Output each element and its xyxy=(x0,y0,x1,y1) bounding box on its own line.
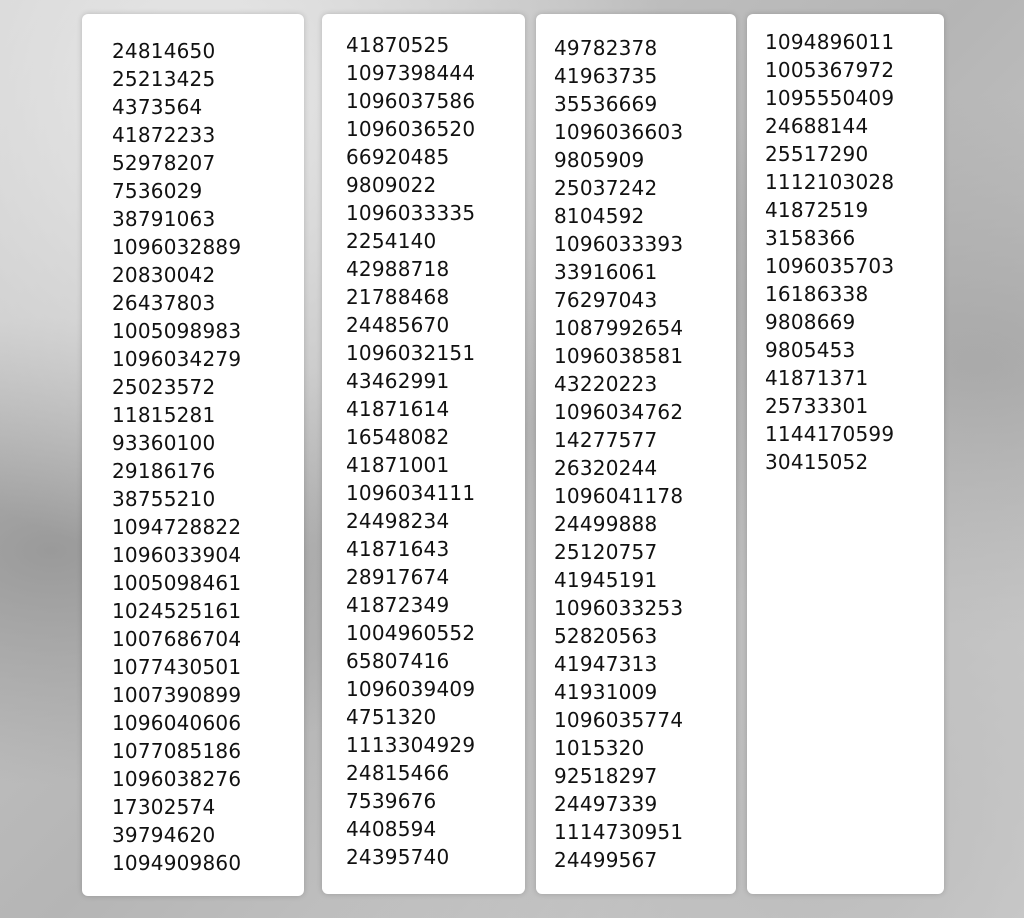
id-number: 52978207 xyxy=(112,151,216,175)
id-number: 1005098983 xyxy=(112,319,242,343)
id-number: 30415052 xyxy=(765,450,869,474)
id-number: 25023572 xyxy=(112,375,216,399)
id-number: 21788468 xyxy=(346,285,450,309)
id-number: 1112103028 xyxy=(765,170,895,194)
id-number: 52820563 xyxy=(554,624,658,648)
id-number: 1096032889 xyxy=(112,235,242,259)
id-number: 1096036603 xyxy=(554,120,684,144)
id-number: 1096035774 xyxy=(554,708,684,732)
id-number: 66920485 xyxy=(346,145,450,169)
id-number: 1005367972 xyxy=(765,58,895,82)
id-number: 1096037586 xyxy=(346,89,476,113)
id-number: 26320244 xyxy=(554,456,658,480)
id-number: 9808669 xyxy=(765,310,856,334)
id-number: 1096036520 xyxy=(346,117,476,141)
id-number: 1096034762 xyxy=(554,400,684,424)
id-number: 24815466 xyxy=(346,761,450,785)
id-number: 1004960552 xyxy=(346,621,476,645)
id-number: 1015320 xyxy=(554,736,645,760)
id-number: 49782378 xyxy=(554,36,658,60)
id-number: 9809022 xyxy=(346,173,437,197)
id-number: 4373564 xyxy=(112,95,203,119)
id-number: 29186176 xyxy=(112,459,216,483)
id-number: 8104592 xyxy=(554,204,645,228)
id-number: 24499888 xyxy=(554,512,658,536)
id-number: 20830042 xyxy=(112,263,216,287)
id-number: 1096040606 xyxy=(112,711,242,735)
id-number: 14277577 xyxy=(554,428,658,452)
id-number: 2254140 xyxy=(346,229,437,253)
id-number: 1096032151 xyxy=(346,341,476,365)
id-number: 41871614 xyxy=(346,397,450,421)
id-number: 1087992654 xyxy=(554,316,684,340)
id-number: 92518297 xyxy=(554,764,658,788)
id-number: 25733301 xyxy=(765,394,869,418)
id-number: 3158366 xyxy=(765,226,856,250)
id-number: 41870525 xyxy=(346,33,450,57)
id-number: 11815281 xyxy=(112,403,216,427)
id-number: 1096038276 xyxy=(112,767,242,791)
id-number: 1007686704 xyxy=(112,627,242,651)
id-number: 41872233 xyxy=(112,123,216,147)
id-number: 24395740 xyxy=(346,845,450,869)
id-number: 24485670 xyxy=(346,313,450,337)
id-number: 25517290 xyxy=(765,142,869,166)
id-number: 25120757 xyxy=(554,540,658,564)
id-number: 24497339 xyxy=(554,792,658,816)
id-number: 1096033253 xyxy=(554,596,684,620)
id-number: 1096041178 xyxy=(554,484,684,508)
id-list-column-1 xyxy=(82,14,304,896)
id-number: 41872519 xyxy=(765,198,869,222)
id-number: 1114730951 xyxy=(554,820,684,844)
id-list-column-3 xyxy=(536,14,736,894)
id-number: 7539676 xyxy=(346,789,437,813)
id-number: 41963735 xyxy=(554,64,658,88)
id-number: 1005098461 xyxy=(112,571,242,595)
id-number: 16186338 xyxy=(765,282,869,306)
id-number: 38791063 xyxy=(112,207,216,231)
id-number: 1096033904 xyxy=(112,543,242,567)
id-number: 28917674 xyxy=(346,565,450,589)
id-number: 1097398444 xyxy=(346,61,476,85)
id-number: 1096033335 xyxy=(346,201,476,225)
id-number: 16548082 xyxy=(346,425,450,449)
id-number: 43220223 xyxy=(554,372,658,396)
id-number: 43462991 xyxy=(346,369,450,393)
id-number: 24814650 xyxy=(112,39,216,63)
id-number: 1144170599 xyxy=(765,422,895,446)
id-number: 35536669 xyxy=(554,92,658,116)
id-number: 24498234 xyxy=(346,509,450,533)
id-number: 1096033393 xyxy=(554,232,684,256)
id-number: 1096038581 xyxy=(554,344,684,368)
id-number: 41871001 xyxy=(346,453,450,477)
id-number: 42988718 xyxy=(346,257,450,281)
id-number: 76297043 xyxy=(554,288,658,312)
id-number: 41945191 xyxy=(554,568,658,592)
id-number: 41931009 xyxy=(554,680,658,704)
id-number: 9805453 xyxy=(765,338,856,362)
id-number: 1077430501 xyxy=(112,655,242,679)
id-list-column-4 xyxy=(747,14,944,894)
id-number: 26437803 xyxy=(112,291,216,315)
id-number: 1096034279 xyxy=(112,347,242,371)
id-number: 1077085186 xyxy=(112,739,242,763)
id-number: 24499567 xyxy=(554,848,658,872)
id-number: 93360100 xyxy=(112,431,216,455)
id-number: 17302574 xyxy=(112,795,216,819)
id-number: 33916061 xyxy=(554,260,658,284)
id-number: 1096034111 xyxy=(346,481,476,505)
id-number: 1024525161 xyxy=(112,599,242,623)
id-number: 41871371 xyxy=(765,366,869,390)
id-number: 4408594 xyxy=(346,817,437,841)
id-number: 65807416 xyxy=(346,649,450,673)
id-number: 24688144 xyxy=(765,114,869,138)
id-number: 41871643 xyxy=(346,537,450,561)
id-number: 1113304929 xyxy=(346,733,476,757)
id-number: 38755210 xyxy=(112,487,216,511)
id-number: 39794620 xyxy=(112,823,216,847)
id-number: 1094896011 xyxy=(765,30,895,54)
id-number: 1096039409 xyxy=(346,677,476,701)
id-number: 41947313 xyxy=(554,652,658,676)
id-list-column-2 xyxy=(322,14,525,894)
id-number: 1094909860 xyxy=(112,851,242,875)
id-number: 7536029 xyxy=(112,179,203,203)
id-number: 1007390899 xyxy=(112,683,242,707)
id-number: 25037242 xyxy=(554,176,658,200)
id-number: 9805909 xyxy=(554,148,645,172)
id-number: 1094728822 xyxy=(112,515,242,539)
id-number: 1095550409 xyxy=(765,86,895,110)
id-number: 41872349 xyxy=(346,593,450,617)
id-number: 25213425 xyxy=(112,67,216,91)
id-number: 4751320 xyxy=(346,705,437,729)
id-number: 1096035703 xyxy=(765,254,895,278)
